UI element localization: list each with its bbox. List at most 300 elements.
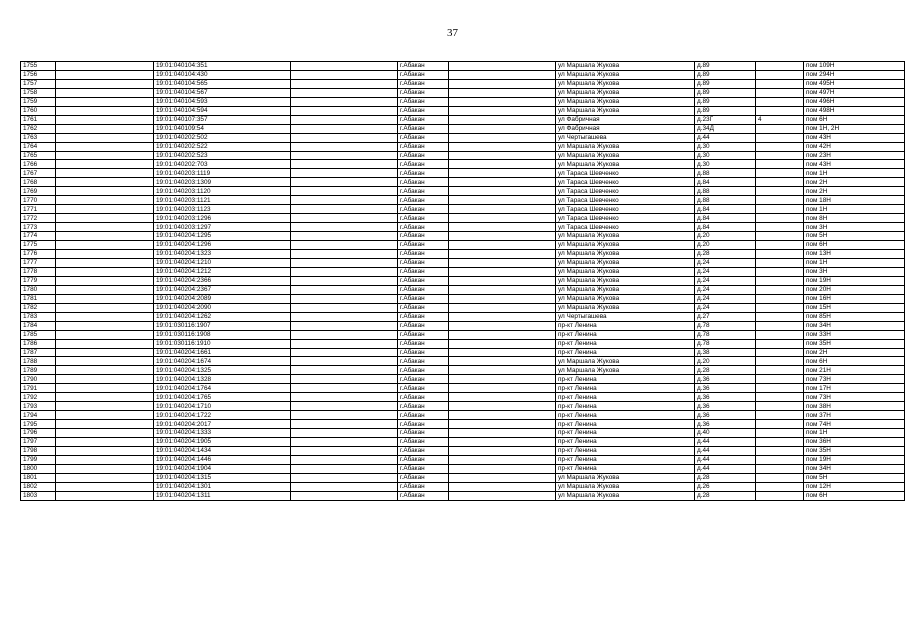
house-number-cell: д.28: [695, 491, 756, 500]
city-cell: г.Абакан: [398, 330, 449, 339]
empty-cell: [449, 133, 556, 142]
table-row: [21, 491, 905, 500]
table-row: [21, 160, 905, 169]
empty-cell: [449, 124, 556, 133]
premises-cell: пом 1Н: [804, 258, 905, 267]
house-number-cell: д.30: [695, 151, 756, 160]
empty-cell: [291, 384, 398, 393]
row-number-cell: 1755: [21, 62, 56, 71]
cadastral-number-cell: 19:01:040203:1121: [154, 196, 291, 205]
building-cell: [756, 142, 804, 151]
city-cell: г.Абакан: [398, 142, 449, 151]
cadastral-number-cell: 19:01:030116:1908: [154, 330, 291, 339]
empty-cell: [449, 455, 556, 464]
building-cell: [756, 187, 804, 196]
row-number-cell: 1793: [21, 402, 56, 411]
city-cell: г.Абакан: [398, 133, 449, 142]
cadastral-number-cell: 19:01:040204:1328: [154, 375, 291, 384]
premises-cell: пом 36Н: [804, 438, 905, 447]
empty-cell: [449, 366, 556, 375]
row-number-cell: 1783: [21, 312, 56, 321]
house-number-cell: д.89: [695, 79, 756, 88]
row-number-cell: 1799: [21, 455, 56, 464]
street-cell: ул Маршала Жукова: [556, 366, 695, 375]
city-cell: г.Абакан: [398, 482, 449, 491]
empty-cell: [449, 214, 556, 223]
city-cell: г.Абакан: [398, 375, 449, 384]
premises-cell: пом 85Н: [804, 312, 905, 321]
house-number-cell: д.38: [695, 348, 756, 357]
street-cell: пр-кт Ленина: [556, 464, 695, 473]
empty-cell: [449, 384, 556, 393]
cadastral-number-cell: 19:01:040203:1297: [154, 223, 291, 232]
building-cell: [756, 106, 804, 115]
empty-cell: [291, 276, 398, 285]
building-cell: [756, 70, 804, 79]
empty-cell: [56, 384, 154, 393]
premises-cell: пом 73Н: [804, 393, 905, 402]
city-cell: г.Абакан: [398, 285, 449, 294]
house-number-cell: д.36: [695, 375, 756, 384]
table-row: [21, 464, 905, 473]
cadastral-number-cell: 19:01:040202:522: [154, 142, 291, 151]
street-cell: ул Тараса Шевченко: [556, 187, 695, 196]
cadastral-number-cell: 19:01:040202:502: [154, 133, 291, 142]
street-cell: пр-кт Ленина: [556, 402, 695, 411]
premises-cell: пом 3Н: [804, 267, 905, 276]
table-row: [21, 241, 905, 250]
house-number-cell: д.28: [695, 473, 756, 482]
building-cell: [756, 384, 804, 393]
table-row: [21, 214, 905, 223]
empty-cell: [449, 276, 556, 285]
empty-cell: [449, 285, 556, 294]
empty-cell: [56, 258, 154, 267]
empty-cell: [449, 205, 556, 214]
empty-cell: [56, 151, 154, 160]
cadastral-number-cell: 19:01:040104:593: [154, 97, 291, 106]
table-row: [21, 446, 905, 455]
table-row: [21, 357, 905, 366]
empty-cell: [449, 151, 556, 160]
empty-cell: [56, 106, 154, 115]
city-cell: г.Абакан: [398, 97, 449, 106]
empty-cell: [291, 491, 398, 500]
street-cell: ул Маршала Жукова: [556, 473, 695, 482]
empty-cell: [449, 402, 556, 411]
empty-cell: [449, 79, 556, 88]
street-cell: пр-кт Ленина: [556, 438, 695, 447]
cadastral-number-cell: 19:01:040204:1434: [154, 446, 291, 455]
building-cell: [756, 294, 804, 303]
street-cell: ул Фабричная: [556, 124, 695, 133]
premises-cell: пом 5Н: [804, 473, 905, 482]
premises-cell: пом 3Н: [804, 223, 905, 232]
cadastral-number-cell: 19:01:040204:1325: [154, 366, 291, 375]
table-row: [21, 223, 905, 232]
building-cell: [756, 79, 804, 88]
empty-cell: [449, 115, 556, 124]
empty-cell: [291, 393, 398, 402]
city-cell: г.Абакан: [398, 106, 449, 115]
street-cell: ул Маршала Жукова: [556, 97, 695, 106]
premises-cell: пом 6Н: [804, 491, 905, 500]
row-number-cell: 1760: [21, 106, 56, 115]
empty-cell: [56, 402, 154, 411]
row-number-cell: 1763: [21, 133, 56, 142]
cadastral-number-cell: 19:01:040204:1765: [154, 393, 291, 402]
empty-cell: [291, 312, 398, 321]
premises-cell: пом 6Н: [804, 357, 905, 366]
premises-cell: пом 23Н: [804, 151, 905, 160]
building-cell: [756, 241, 804, 250]
empty-cell: [449, 482, 556, 491]
table-row: [21, 473, 905, 482]
empty-cell: [56, 375, 154, 384]
row-number-cell: 1764: [21, 142, 56, 151]
house-number-cell: д.88: [695, 196, 756, 205]
table-row: [21, 169, 905, 178]
empty-cell: [291, 402, 398, 411]
building-cell: [756, 232, 804, 241]
cadastral-number-cell: 19:01:040203:1120: [154, 187, 291, 196]
building-cell: [756, 267, 804, 276]
building-cell: [756, 348, 804, 357]
empty-cell: [449, 258, 556, 267]
empty-cell: [56, 303, 154, 312]
street-cell: ул Маршала Жукова: [556, 62, 695, 71]
house-number-cell: д.27: [695, 312, 756, 321]
building-cell: [756, 214, 804, 223]
table-row: [21, 250, 905, 259]
cadastral-number-cell: 19:01:040204:2089: [154, 294, 291, 303]
cadastral-number-cell: 19:01:040104:567: [154, 88, 291, 97]
empty-cell: [291, 151, 398, 160]
cadastral-number-cell: 19:01:040204:2017: [154, 420, 291, 429]
street-cell: ул Маршала Жукова: [556, 70, 695, 79]
street-cell: пр-кт Ленина: [556, 429, 695, 438]
row-number-cell: 1784: [21, 321, 56, 330]
empty-cell: [56, 446, 154, 455]
premises-cell: пом 42Н: [804, 142, 905, 151]
table-row: [21, 232, 905, 241]
street-cell: ул Маршала Жукова: [556, 482, 695, 491]
empty-cell: [291, 267, 398, 276]
cadastral-number-cell: 19:01:040204:1764: [154, 384, 291, 393]
empty-cell: [56, 196, 154, 205]
city-cell: г.Абакан: [398, 232, 449, 241]
building-cell: [756, 196, 804, 205]
street-cell: пр-кт Ленина: [556, 375, 695, 384]
empty-cell: [449, 97, 556, 106]
premises-cell: пом 38Н: [804, 402, 905, 411]
premises-cell: пом 1Н: [804, 429, 905, 438]
empty-cell: [56, 187, 154, 196]
city-cell: г.Абакан: [398, 446, 449, 455]
table-row: [21, 393, 905, 402]
empty-cell: [56, 88, 154, 97]
city-cell: г.Абакан: [398, 438, 449, 447]
empty-cell: [449, 491, 556, 500]
empty-cell: [291, 196, 398, 205]
empty-cell: [449, 339, 556, 348]
house-number-cell: д.26: [695, 482, 756, 491]
city-cell: г.Абакан: [398, 160, 449, 169]
empty-cell: [56, 455, 154, 464]
empty-cell: [449, 169, 556, 178]
premises-cell: пом 43Н: [804, 160, 905, 169]
city-cell: г.Абакан: [398, 464, 449, 473]
cadastral-number-cell: 19:01:040203:1119: [154, 169, 291, 178]
row-number-cell: 1780: [21, 285, 56, 294]
city-cell: г.Абакан: [398, 205, 449, 214]
empty-cell: [291, 142, 398, 151]
cadastral-number-cell: 19:01:040202:523: [154, 151, 291, 160]
city-cell: г.Абакан: [398, 473, 449, 482]
premises-cell: пом 1Н, 2Н: [804, 124, 905, 133]
building-cell: [756, 178, 804, 187]
empty-cell: [449, 438, 556, 447]
page-number: 37: [447, 27, 458, 39]
row-number-cell: 1773: [21, 223, 56, 232]
building-cell: [756, 124, 804, 133]
street-cell: ул Тараса Шевченко: [556, 169, 695, 178]
row-number-cell: 1778: [21, 267, 56, 276]
house-number-cell: д.88: [695, 169, 756, 178]
city-cell: г.Абакан: [398, 384, 449, 393]
empty-cell: [291, 357, 398, 366]
building-cell: [756, 303, 804, 312]
row-number-cell: 1759: [21, 97, 56, 106]
empty-cell: [56, 169, 154, 178]
cadastral-number-cell: 19:01:040104:351: [154, 62, 291, 71]
cadastral-number-cell: 19:01:040204:1674: [154, 357, 291, 366]
building-cell: [756, 491, 804, 500]
empty-cell: [291, 446, 398, 455]
house-number-cell: д.30: [695, 160, 756, 169]
cadastral-number-cell: 19:01:040203:1309: [154, 178, 291, 187]
street-cell: пр-кт Ленина: [556, 348, 695, 357]
empty-cell: [291, 88, 398, 97]
house-number-cell: д.89: [695, 62, 756, 71]
premises-cell: пом 74Н: [804, 420, 905, 429]
cadastral-number-cell: 19:01:040104:565: [154, 79, 291, 88]
house-number-cell: д.36: [695, 411, 756, 420]
table-row: [21, 303, 905, 312]
cadastral-number-cell: 19:01:040204:2090: [154, 303, 291, 312]
street-cell: пр-кт Ленина: [556, 321, 695, 330]
premises-cell: пом 2Н: [804, 187, 905, 196]
street-cell: ул Маршала Жукова: [556, 294, 695, 303]
street-cell: ул Маршала Жукова: [556, 285, 695, 294]
premises-cell: пом 498Н: [804, 106, 905, 115]
row-number-cell: 1795: [21, 420, 56, 429]
street-cell: пр-кт Ленина: [556, 455, 695, 464]
city-cell: г.Абакан: [398, 214, 449, 223]
cadastral-number-cell: 19:01:040204:1710: [154, 402, 291, 411]
empty-cell: [56, 276, 154, 285]
empty-cell: [291, 375, 398, 384]
street-cell: пр-кт Ленина: [556, 393, 695, 402]
table-row: [21, 258, 905, 267]
table-row: [21, 151, 905, 160]
city-cell: г.Абакан: [398, 241, 449, 250]
city-cell: г.Абакан: [398, 321, 449, 330]
empty-cell: [449, 267, 556, 276]
empty-cell: [291, 97, 398, 106]
street-cell: ул Маршала Жукова: [556, 142, 695, 151]
premises-cell: пом 37Н: [804, 411, 905, 420]
city-cell: г.Абакан: [398, 178, 449, 187]
empty-cell: [291, 455, 398, 464]
building-cell: [756, 339, 804, 348]
cadastral-number-cell: 19:01:040204:1333: [154, 429, 291, 438]
empty-cell: [56, 232, 154, 241]
street-cell: ул Тараса Шевченко: [556, 205, 695, 214]
building-cell: [756, 366, 804, 375]
table-row: [21, 312, 905, 321]
empty-cell: [56, 420, 154, 429]
premises-cell: пом 13Н: [804, 250, 905, 259]
premises-cell: пом 34Н: [804, 464, 905, 473]
empty-cell: [56, 482, 154, 491]
table-row: [21, 196, 905, 205]
cadastral-number-cell: 19:01:040204:1446: [154, 455, 291, 464]
cadastral-number-cell: 19:01:040203:1123: [154, 205, 291, 214]
house-number-cell: д.36: [695, 393, 756, 402]
empty-cell: [56, 124, 154, 133]
cadastral-number-cell: 19:01:040203:1296: [154, 214, 291, 223]
city-cell: г.Абакан: [398, 491, 449, 500]
building-cell: [756, 151, 804, 160]
row-number-cell: 1790: [21, 375, 56, 384]
empty-cell: [449, 348, 556, 357]
city-cell: г.Абакан: [398, 62, 449, 71]
empty-cell: [291, 133, 398, 142]
empty-cell: [56, 285, 154, 294]
cadastral-number-cell: 19:01:040204:1311: [154, 491, 291, 500]
street-cell: ул Маршала Жукова: [556, 303, 695, 312]
building-cell: [756, 330, 804, 339]
city-cell: г.Абакан: [398, 348, 449, 357]
street-cell: пр-кт Ленина: [556, 446, 695, 455]
city-cell: г.Абакан: [398, 366, 449, 375]
table-row: [21, 106, 905, 115]
building-cell: [756, 455, 804, 464]
street-cell: ул Тараса Шевченко: [556, 214, 695, 223]
empty-cell: [291, 124, 398, 133]
empty-cell: [291, 429, 398, 438]
row-number-cell: 1770: [21, 196, 56, 205]
street-cell: ул Чертыгашева: [556, 312, 695, 321]
row-number-cell: 1779: [21, 276, 56, 285]
table-row: [21, 276, 905, 285]
building-cell: [756, 402, 804, 411]
city-cell: г.Абакан: [398, 312, 449, 321]
table-row: [21, 339, 905, 348]
house-number-cell: д.89: [695, 88, 756, 97]
empty-cell: [291, 70, 398, 79]
cadastral-number-cell: 19:01:040204:1295: [154, 232, 291, 241]
table-row: [21, 79, 905, 88]
house-number-cell: д.44: [695, 464, 756, 473]
property-registry-table: [20, 61, 905, 501]
empty-cell: [56, 62, 154, 71]
premises-cell: пом 5Н: [804, 232, 905, 241]
house-number-cell: д.78: [695, 339, 756, 348]
premises-cell: пом 6Н: [804, 115, 905, 124]
empty-cell: [56, 411, 154, 420]
city-cell: г.Абакан: [398, 115, 449, 124]
empty-cell: [291, 214, 398, 223]
cadastral-number-cell: 19:01:040204:1212: [154, 267, 291, 276]
cadastral-number-cell: 19:01:040204:1904: [154, 464, 291, 473]
empty-cell: [449, 232, 556, 241]
street-cell: ул Маршала Жукова: [556, 276, 695, 285]
row-number-cell: 1782: [21, 303, 56, 312]
building-cell: [756, 88, 804, 97]
city-cell: г.Абакан: [398, 402, 449, 411]
house-number-cell: д.30: [695, 142, 756, 151]
premises-cell: пом 16Н: [804, 294, 905, 303]
table-row: [21, 384, 905, 393]
premises-cell: пом 109Н: [804, 62, 905, 71]
building-cell: [756, 276, 804, 285]
street-cell: ул Тараса Шевченко: [556, 178, 695, 187]
empty-cell: [449, 223, 556, 232]
row-number-cell: 1794: [21, 411, 56, 420]
premises-cell: пом 2Н: [804, 348, 905, 357]
empty-cell: [56, 393, 154, 402]
row-number-cell: 1762: [21, 124, 56, 133]
empty-cell: [291, 250, 398, 259]
row-number-cell: 1772: [21, 214, 56, 223]
table-row: [21, 267, 905, 276]
row-number-cell: 1769: [21, 187, 56, 196]
empty-cell: [291, 321, 398, 330]
premises-cell: пом 1Н: [804, 169, 905, 178]
premises-cell: пом 496Н: [804, 97, 905, 106]
row-number-cell: 1776: [21, 250, 56, 259]
empty-cell: [449, 187, 556, 196]
premises-cell: пом 495Н: [804, 79, 905, 88]
table-row: [21, 88, 905, 97]
empty-cell: [291, 115, 398, 124]
empty-cell: [291, 223, 398, 232]
empty-cell: [449, 420, 556, 429]
empty-cell: [56, 241, 154, 250]
building-cell: [756, 62, 804, 71]
premises-cell: пом 2Н: [804, 178, 905, 187]
cadastral-number-cell: 19:01:030116:1907: [154, 321, 291, 330]
cadastral-number-cell: 19:01:040104:430: [154, 70, 291, 79]
table-row: [21, 420, 905, 429]
table-row: [21, 187, 905, 196]
row-number-cell: 1775: [21, 241, 56, 250]
house-number-cell: д.88: [695, 187, 756, 196]
empty-cell: [291, 303, 398, 312]
row-number-cell: 1789: [21, 366, 56, 375]
house-number-cell: д.24: [695, 276, 756, 285]
street-cell: пр-кт Ленина: [556, 411, 695, 420]
premises-cell: пом 497Н: [804, 88, 905, 97]
empty-cell: [56, 133, 154, 142]
row-number-cell: 1777: [21, 258, 56, 267]
empty-cell: [56, 79, 154, 88]
house-number-cell: д.23Г: [695, 115, 756, 124]
city-cell: г.Абакан: [398, 411, 449, 420]
building-cell: [756, 160, 804, 169]
